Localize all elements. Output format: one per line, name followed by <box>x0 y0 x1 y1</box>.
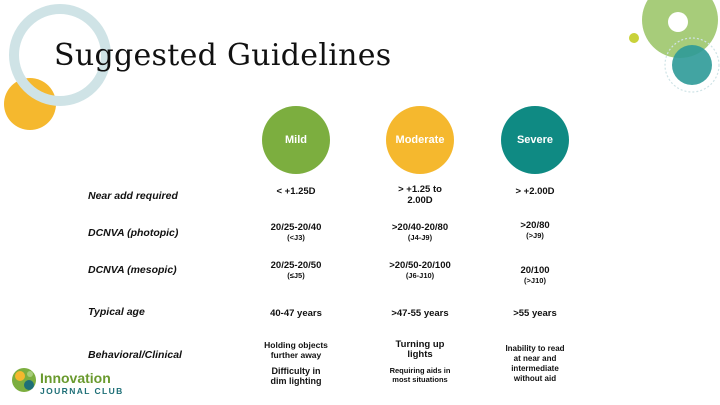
cell-near-add-moderate <box>358 184 482 206</box>
severity-mild-badge: Mild <box>262 106 330 174</box>
white-dot-decoration <box>668 12 688 32</box>
severity-moderate-badge: Moderate <box>386 106 454 174</box>
cell-text: Inability to read <box>505 344 565 353</box>
cell-text: Holding objects <box>264 340 328 350</box>
row-label-near-add: Near add required <box>88 190 178 202</box>
cell-age-severe <box>473 308 597 319</box>
cell-subtext: (>J10) <box>524 276 546 285</box>
cell-text: 20/100 <box>520 265 550 276</box>
cell-text: >20/50-20/100 <box>389 260 451 271</box>
cell-text: 40-47 years <box>270 308 322 319</box>
page-title: Suggested Guidelines <box>54 38 392 73</box>
cell-subtext: (J6-J10) <box>405 271 435 280</box>
logo-title: Innovation <box>40 370 111 386</box>
row-label-dcnva-mesopic: DCNVA (mesopic) <box>88 264 177 276</box>
cell-subtext: (>J9) <box>526 231 544 240</box>
cell-photopic-mild <box>234 222 358 242</box>
cell-subtext: (<J3) <box>287 233 305 242</box>
row-label-dcnva-photopic: DCNVA (photopic) <box>88 227 179 239</box>
decorative-circles-top-right <box>610 0 720 100</box>
cell-text: dim lighting <box>270 376 322 386</box>
cell-behavioral-mild <box>234 340 358 386</box>
cell-text: at near and <box>513 354 557 363</box>
cell-near-add-severe <box>473 186 597 197</box>
cell-age-moderate <box>358 308 482 319</box>
cell-subtext: (≤J5) <box>287 271 305 280</box>
cell-age-mild <box>234 308 358 319</box>
cell-text: Difficulty in <box>271 366 321 376</box>
cell-subtext: most situations <box>392 375 448 384</box>
row-label-behavioral: Behavioral/Clinical <box>88 349 182 361</box>
cell-near-add-mild <box>234 186 358 197</box>
cell-text: >55 years <box>513 308 557 319</box>
cell-text: >20/40-20/80 <box>391 222 449 233</box>
cell-text: Turning up <box>395 339 445 350</box>
cell-text: further away <box>270 350 322 360</box>
cell-subtext: (J4-J9) <box>407 233 433 242</box>
cell-mesopic-severe <box>473 265 597 285</box>
cell-behavioral-severe <box>473 344 597 384</box>
cell-photopic-severe <box>473 220 597 240</box>
cell-behavioral-moderate <box>358 340 482 384</box>
cell-photopic-moderate <box>358 222 482 242</box>
cell-text: > +1.25 to <box>398 184 442 195</box>
cell-mesopic-moderate <box>358 260 482 280</box>
cell-subtext: Requiring aids in <box>389 366 451 375</box>
cell-text: > +2.00D <box>515 186 555 197</box>
cell-text: without aid <box>513 374 557 383</box>
cell-text: 2.00D <box>407 195 433 206</box>
teal-circle-decoration <box>672 45 712 85</box>
cell-text: >47-55 years <box>391 308 449 319</box>
row-label-typical-age: Typical age <box>88 306 145 318</box>
cell-mesopic-mild <box>234 260 358 280</box>
cell-text: >20/80 <box>520 220 550 231</box>
cell-text: 20/25-20/50 <box>270 260 322 271</box>
cell-text: 20/25-20/40 <box>270 222 322 233</box>
severity-severe-badge: Severe <box>501 106 569 174</box>
cell-text: < +1.25D <box>276 186 316 197</box>
small-yellow-dot-decoration <box>629 33 639 43</box>
cell-text: intermediate <box>511 364 559 373</box>
cell-text: lights <box>407 349 433 360</box>
logo-subtitle: JOURNAL CLUB <box>40 386 124 396</box>
